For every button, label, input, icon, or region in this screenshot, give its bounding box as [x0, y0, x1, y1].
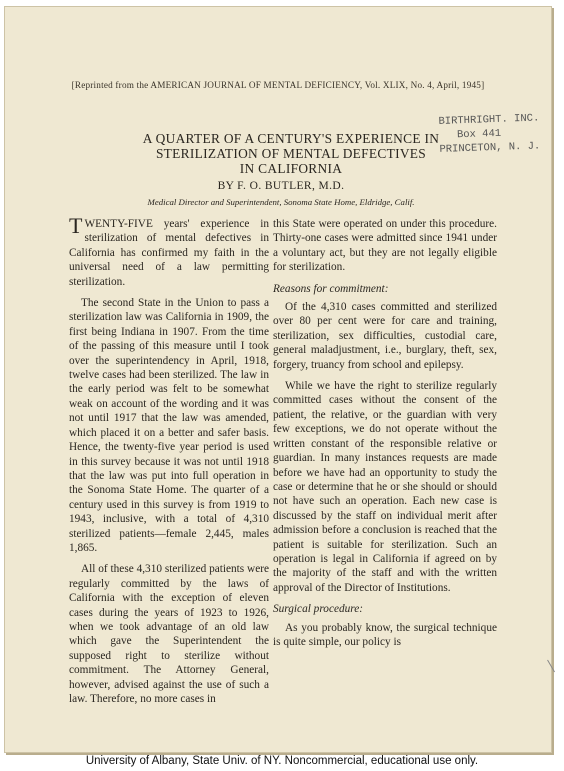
paragraph-text: WENTY-FIVE years' experience in sterilization of mental defectives in California has confirmed my faith in the universal need of a law permitting sterilization.: [69, 218, 269, 288]
section-heading: Surgical procedure:: [273, 603, 364, 616]
paragraph: Of the 4,310 cases committed and sterilized over 80 per cent were for care and training, sterilization, sex difficulties, custodial care, general maladjustment, i.e., burglary, theft, sex, forgery, truancy from school and epilepsy.: [273, 301, 497, 371]
paragraph: this State were operated on under this procedure. Thirty-one cases were admitted since 1941 under a voluntary act, but they are not legally eligible for sterilization.: [273, 218, 497, 274]
stamp-line-3: PRINCETON, N. J.: [439, 140, 541, 156]
archive-credit: University of Albany, State Univ. of NY. Noncommercial, educational use only.: [85, 755, 479, 767]
left-column: [69, 213, 269, 713]
stamp-line-1: BIRTHRIGHT. INC.: [438, 112, 540, 128]
drop-cap: T: [69, 213, 83, 238]
paragraph: All of these 4,310 sterilized patients were regularly committed by the laws of California with the exception of eleven cases during the years of 1923 to 1926, when we took advantage of an old law which gave the Superintendent the supposed right to sterilize without commitment. The Attorney General, however, advised against the use of such a law. Therefore, no more cases in: [69, 563, 269, 705]
stamp-line-2: Box 441: [456, 127, 502, 142]
document-page: [4, 6, 552, 753]
paragraph: As you probably know, the surgical technique is quite simple, our policy is: [273, 621, 497, 648]
article-title: [75, 131, 507, 176]
title-line-2: STERILIZATION OF MENTAL DEFECTIVES: [155, 146, 427, 161]
title-line-3: IN CALIFORNIA: [239, 161, 343, 176]
section-heading: Reasons for commitment:: [273, 282, 389, 295]
paragraph: The second State in the Union to pass a sterilization law was California in 1909, the first being Indiana in 1907. From the time of the passing of this measure until I took over the superintendency in April, 1918, twelve cases had been sterilized. The law in the early period was felt to be somewhat weak on account of the wording and it was not until 1917 that the law was amended, which placed it on a better and safer basis. Hence, the twenty-five year period is used in this survey because it was not until 1918 that the law was put into full operation in the Sonoma State Home. The quarter of a century used in this survey is from 1919 to 1943, inclusive, with a total of 4,310 sterilized patients—female 2,445, males 1,865.: [69, 297, 269, 554]
right-column: [273, 217, 497, 656]
reprint-notice: [Reprinted from the AMERICAN JOURNAL OF MENTAL DEFICIENCY, Vol. XLIX, No. 4, April, 1945]: [71, 80, 485, 90]
title-line-1: A QUARTER OF A CENTURY'S EXPERIENCE IN: [142, 131, 440, 146]
author-byline: BY F. O. BUTLER, M.D.: [217, 180, 345, 192]
paragraph: [69, 213, 269, 289]
paragraph: While we have the right to sterilize regularly committed cases without the consent of the patient, the relative, or the guardian with very few exceptions, we do not operate without the written constant of the responsible relative or guardian. In many instances requests are made before we have had an opportunity to study the case or determine that he or she should or should not have such an operation. Each new case is discussed by the staff on individual merit after admission before a conclusion is reached that the patient is suitable for sterilization. Such an operation is legal in California if agreed on by the majority of the staff and with the written approval of the Director of Institutions.: [273, 380, 497, 594]
pencil-mark: [547, 656, 562, 673]
author-affiliation: Medical Director and Superintendent, Sonoma State Home, Eldridge, Calif.: [147, 197, 415, 207]
